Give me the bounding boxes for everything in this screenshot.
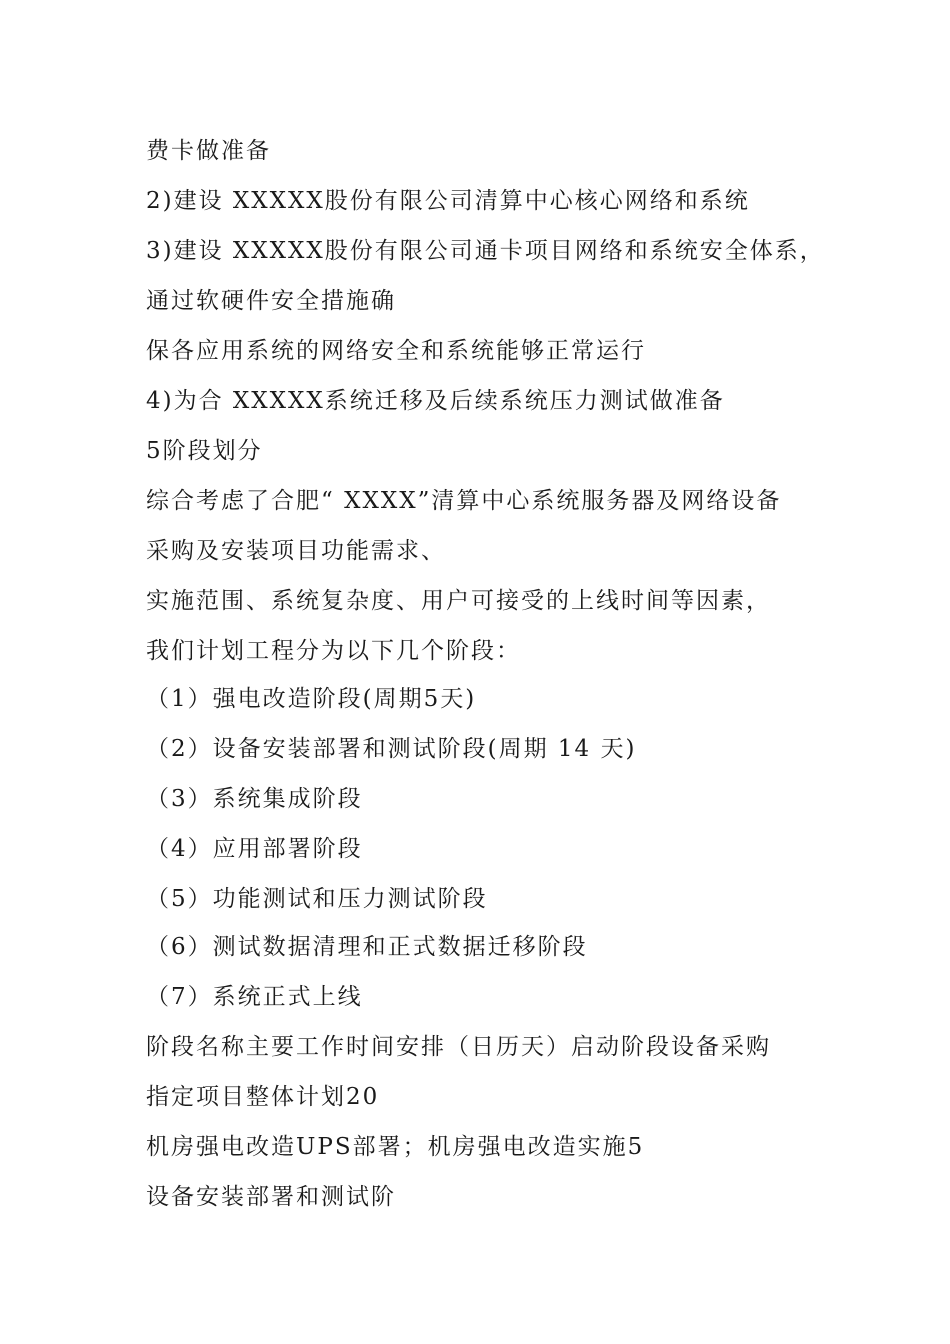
text-line: 实施范围、系统复杂度、用户可接受的上线时间等因素， bbox=[146, 588, 771, 614]
text-line: 保各应用系统的网络安全和系统能够正常运行 bbox=[146, 338, 646, 364]
section-heading: 5阶段划分 bbox=[146, 438, 263, 464]
text-line: 我们计划工程分为以下几个阶段： bbox=[146, 638, 521, 664]
text-line: 3)建设 XXXXX股份有限公司通卡项目网络和系统安全体系， bbox=[146, 238, 825, 264]
list-item: （4）应用部署阶段 bbox=[146, 836, 363, 862]
list-item: （6）测试数据清理和正式数据迁移阶段 bbox=[146, 934, 588, 960]
text-line: 采购及安装项目功能需求、 bbox=[146, 538, 446, 564]
list-item: （2）设备安装部署和测试阶段(周期 14 天) bbox=[146, 736, 637, 762]
text-line: 通过软硬件安全措施确 bbox=[146, 288, 396, 314]
list-item: （3）系统集成阶段 bbox=[146, 786, 363, 812]
text-line: 4)为合 XXXXX系统迁移及后续系统压力测试做准备 bbox=[146, 388, 725, 414]
text-line: 指定项目整体计划20 bbox=[146, 1084, 380, 1110]
text-line: 费卡做准备 bbox=[146, 138, 271, 164]
text-line: 阶段名称主要工作时间安排（日历天）启动阶段设备采购 bbox=[146, 1034, 771, 1060]
text-line: 机房强电改造UPS部署；机房强电改造实施5 bbox=[146, 1134, 645, 1160]
list-item: （7）系统正式上线 bbox=[146, 984, 363, 1010]
text-line: 设备安装部署和测试阶 bbox=[146, 1184, 396, 1210]
list-item: （1）强电改造阶段(周期5天) bbox=[146, 686, 477, 712]
text-line: 2)建设 XXXXX股份有限公司清算中心核心网络和系统 bbox=[146, 188, 750, 214]
list-item: （5）功能测试和压力测试阶段 bbox=[146, 886, 488, 912]
text-line: 综合考虑了合肥“ XXXX”清算中心系统服务器及网络设备 bbox=[146, 488, 782, 514]
